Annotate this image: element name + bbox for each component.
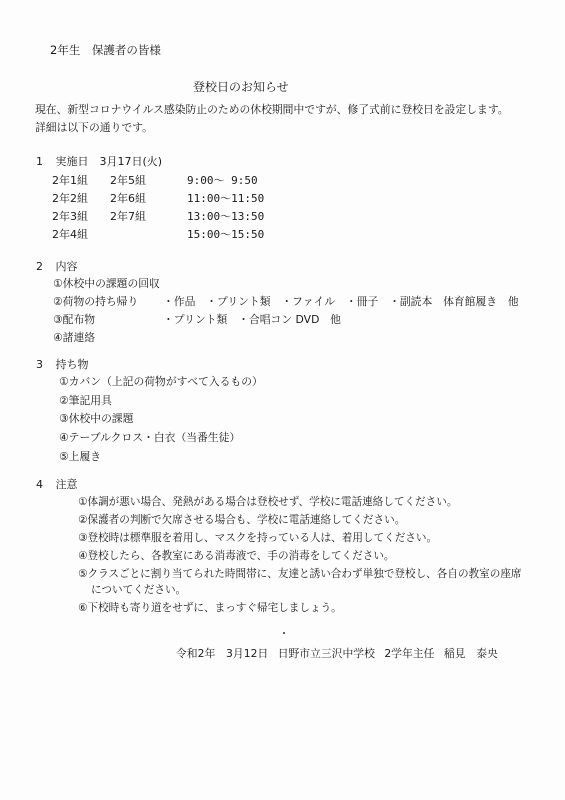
content-item-detail: ・作品 ・プリント類 ・ファイル ・冊子 ・副読本 体育館履き 他 [163,295,519,308]
school-name: 日野市立三沢中学校 [277,647,375,660]
content-item-detail: ・プリント類 ・合唱コン DVD 他 [163,313,341,326]
content-item: ③配布物 [53,313,96,326]
section-1-heading [36,156,162,167]
section-2-title: 内容 [55,260,78,273]
belongings-item: ④テーブルクロス・白衣（当番生徒） [59,431,241,444]
schedule-class-a: 2年4組 [52,228,88,241]
schedule-class-a: 2年2組 [52,192,88,205]
intro-line-1: 現在、新型コロナウイルス感染防止のための休校期間中ですが、修了式前に登校日を設定します。 [35,103,509,116]
schedule-class-a: 2年3組 [52,210,88,223]
caution-note: ⑤クラスごとに割り当てられた時間帯に、友達と誘い合わず単独で登校し、各自の教室の座席 [78,568,522,580]
section-1-number: 1 [36,155,43,168]
belongings-item: ⑤上履き [59,450,102,463]
schedule-class-b: 2年5組 [110,174,146,187]
caution-note: ④登校したら、各教室にある消毒液で、手の消毒をしてください。 [78,550,395,562]
belongings-item: ③休校中の課題 [59,412,134,425]
document-title: 登校日のお知らせ [193,80,289,94]
author-role: 2学年主任 [384,647,435,660]
caution-note-continuation: についてください。 [91,584,187,596]
section-2-heading [36,261,78,272]
addressee: 2年生 保護者の皆様 [50,43,161,57]
section-3-heading [36,359,89,370]
schedule-class-b: 2年7組 [110,210,146,223]
content-item: ④諸連絡 [53,331,96,344]
content-item: ①休校中の課題の回収 [53,277,160,290]
content-item: ②荷物の持ち帰り [53,295,139,308]
section-4-title: 注意 [55,478,78,491]
caution-note: ①体調が悪い場合、発熱がある場合は登校せず、学校に電話連絡してください。 [78,496,458,508]
stray-dot [283,632,285,634]
caution-note: ②保護者の判断で欠席させる場合も、学校に電話連絡してください。 [78,514,406,526]
section-1-title: 実施日 3月17日(火) [55,155,163,168]
schedule-time: 13:00～13:50 [187,210,265,223]
belongings-item: ②筆記用具 [59,394,112,407]
schedule-class-a: 2年1組 [52,174,88,187]
section-3-number: 3 [36,358,43,371]
caution-note: ③登校時は標準服を着用し、マスクを持っている人は、着用してください。 [78,532,438,544]
schedule-time: 15:00～15:50 [187,228,265,241]
intro-line-2: 詳細は以下の通りです。 [35,121,153,134]
schedule-time: 9:00～ 9:50 [187,174,258,187]
schedule-class-b: 2年6組 [110,192,146,205]
caution-note: ⑥下校時も寄り道をせずに、まっすぐ帰宅しましょう。 [78,602,342,614]
section-3-title: 持ち物 [55,358,89,371]
signature-line [176,649,504,660]
belongings-item: ①カバン（上記の荷物がすべて入るもの） [59,375,263,388]
author-name: 稲見 泰央 [443,647,498,660]
section-2-number: 2 [36,260,43,273]
issue-date: 令和2年 3月12日 [176,647,269,660]
section-4-number: 4 [36,478,43,491]
schedule-time: 11:00～11:50 [187,192,265,205]
section-4-heading [36,479,78,490]
